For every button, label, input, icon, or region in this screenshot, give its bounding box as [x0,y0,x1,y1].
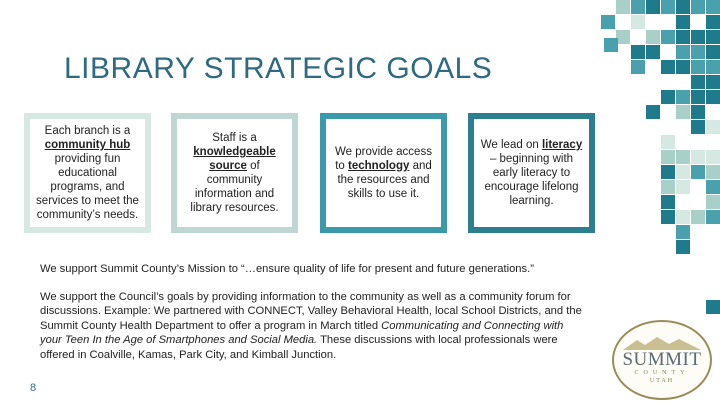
logo-subtitle: COUNTY [634,370,690,376]
mosaic-tile [661,135,675,149]
mosaic-tile [676,225,690,239]
mosaic-tile [661,180,675,194]
goal-box-community-hub [24,113,151,233]
goal-box-literacy [468,113,595,233]
mosaic-tile [691,45,705,59]
mosaic-tile [691,75,705,89]
mosaic-tile [706,300,720,314]
mosaic-tile [676,180,690,194]
mosaic-tile [706,165,720,179]
mosaic-tile [706,0,720,14]
mosaic-tile [661,150,675,164]
mosaic-tile [676,210,690,224]
mosaic-tile [706,30,720,44]
mountain-icon [623,336,701,350]
mosaic-tile [691,150,705,164]
mosaic-tile [691,105,705,119]
mosaic-tile [706,45,720,59]
goal-box-technology [320,113,447,233]
mosaic-tile [676,60,690,74]
mosaic-tile [706,15,720,29]
mosaic-tile [706,180,720,194]
mosaic-tile [676,45,690,59]
council-paragraph: We support the Council’s goals by providing information to the community as well as a community forum for discussions. Example: We partnered with CONNECT, Valley Behavioral Health, local School Districts, and the Summit County Health Department to offer a program in March titled Communicating and Connecting with your Teen In the Age of Smartphones and Social Media. These discussions with local professionals were offered in Coalville, Kamas, Park City, and Kimball Junction. [40,291,582,361]
mosaic-tile [646,30,660,44]
mosaic-tile [706,150,720,164]
mosaic-tile [616,0,630,14]
goal-keyword: literacy [541,139,583,151]
mosaic-tile [691,210,705,224]
mosaic-tile [676,150,690,164]
mosaic-tile [706,210,720,224]
mosaic-tile [604,38,618,52]
goal-text: We lead on literacy – beginning with early literacy to encourage lifelong learning. [480,139,583,207]
mosaic-tile [691,165,705,179]
mosaic-tile [661,0,675,14]
mosaic-tile [691,0,705,14]
mosaic-tile [691,120,705,134]
goal-text: Each branch is a community hub providing fun educational programs, and services to meet the community’s needs. [36,125,139,221]
mosaic-tile [661,165,675,179]
mosaic-tile [676,240,690,254]
mosaic-tile [676,0,690,14]
summit-county-logo [612,320,712,400]
mosaic-tile [631,15,645,29]
mosaic-tile [691,30,705,44]
goal-keyword: community hub [44,139,131,151]
mosaic-tile [661,195,675,209]
mission-statement: We support Summit County’s Mission to “…ensure quality of life for present and future generations.” [40,263,534,275]
logo-state: UTAH [649,378,675,384]
mosaic-tile [646,45,660,59]
goal-text: We provide access to technology and the resources and skills to use it. [335,146,432,200]
mosaic-tile [616,30,630,44]
mosaic-tile [646,0,660,14]
goal-keyword: technology [348,160,410,172]
mosaic-tile [661,30,675,44]
mosaic-tile [706,75,720,89]
mosaic-tile [601,15,615,29]
mosaic-tile [676,165,690,179]
page-number: 8 [30,382,37,394]
mosaic-tile [691,60,705,74]
mosaic-tile [631,0,645,14]
mosaic-tile [676,105,690,119]
goal-text: Staff is a knowledgeable source of community information and library resources. [190,132,279,214]
logo-word: SUMMIT [622,349,702,370]
slide-title: LIBRARY STRATEGIC GOALS [64,52,493,85]
mosaic-tile [646,105,660,119]
mosaic-tile [631,45,645,59]
program-title: Communicating and Connecting with your Teen In the Age of Smartphones and Social Media. [40,319,564,347]
goal-keyword: knowledgeable source [193,146,276,172]
mosaic-tile [706,120,720,134]
mosaic-tile [676,90,690,104]
mosaic-tile [676,30,690,44]
mosaic-tile [661,210,675,224]
mosaic-tile [706,60,720,74]
mosaic-tile [661,60,675,74]
mosaic-tile [706,195,720,209]
goal-box-knowledgeable-source [171,113,298,233]
mosaic-tile [631,60,645,74]
mosaic-tile [661,90,675,104]
mosaic-tile [676,15,690,29]
mosaic-tile [706,90,720,104]
mosaic-tile [691,90,705,104]
